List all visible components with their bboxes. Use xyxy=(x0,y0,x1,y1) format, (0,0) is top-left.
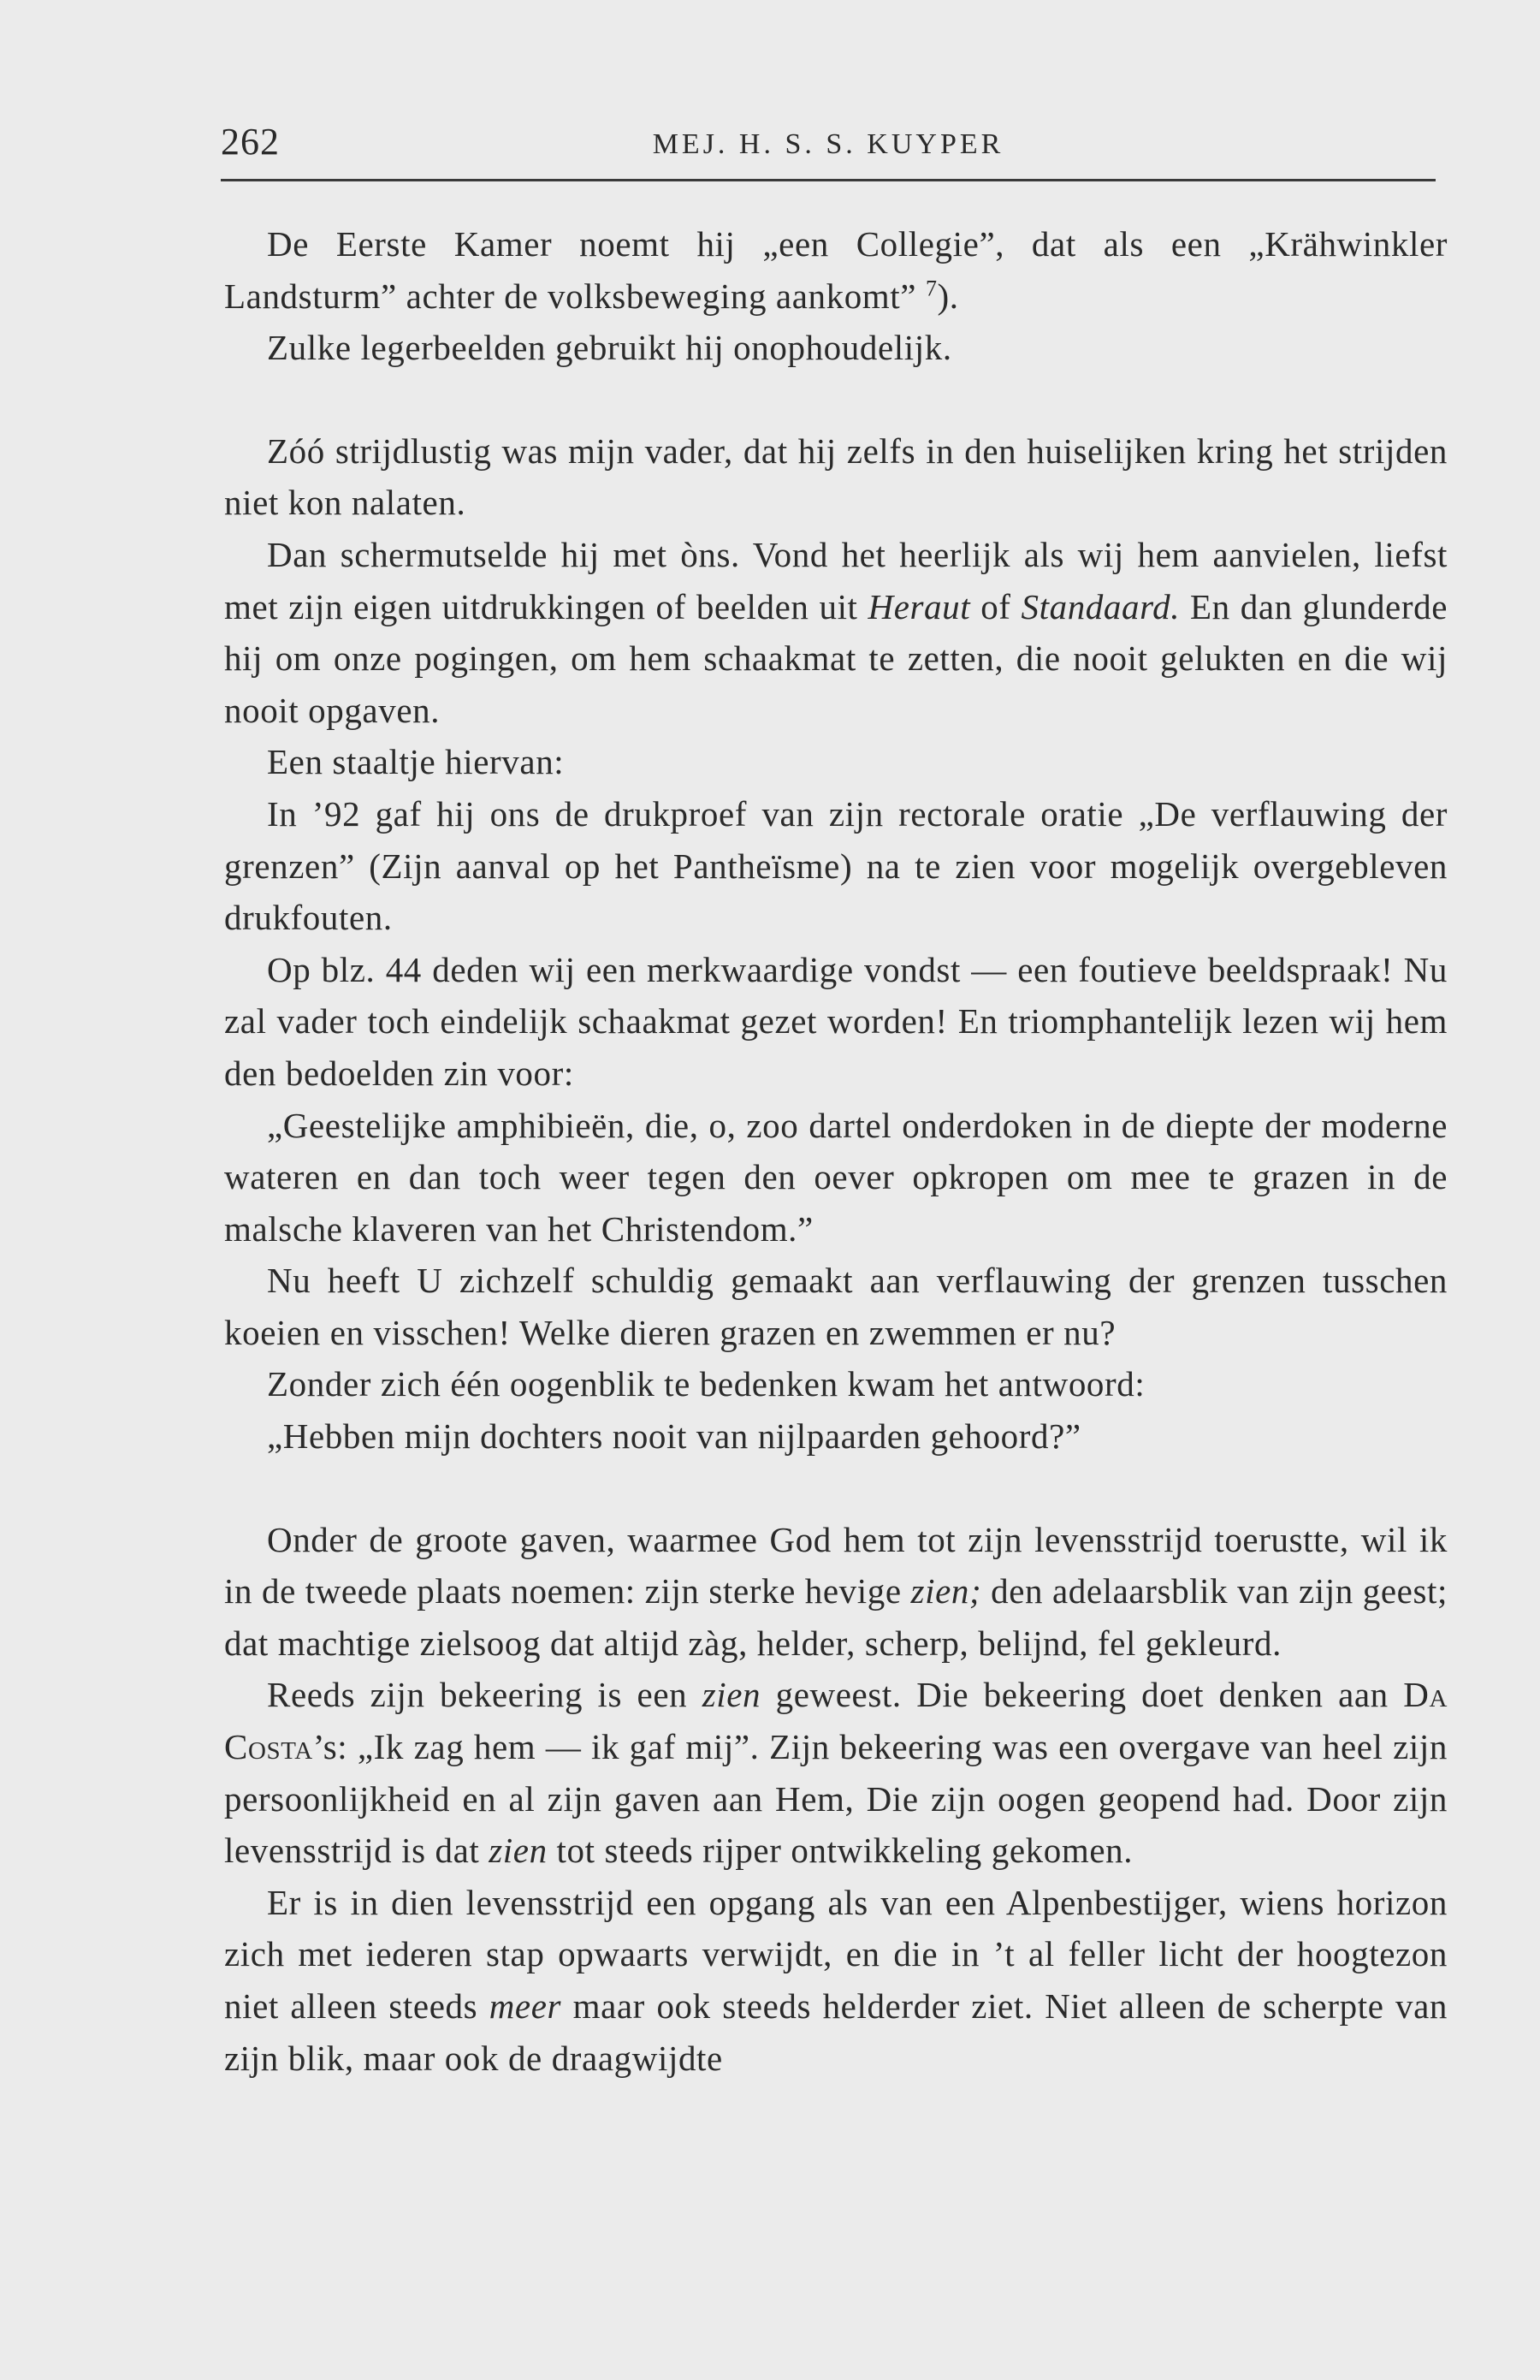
paragraph-text: Er is in dien levensstrijd een opgang als van een Alpenbestijger, wiens horizon zich met iederen stap opwaarts verwijdt, en die in ’t al feller licht der hoogtezon niet alleen steeds xyxy=(224,1882,1448,2026)
paragraph: In ’92 gaf hij ons de drukproef van zijn rectorale oratie „De verflauwing der grenzen” (Zijn aanval op het Pantheïsme) na te zien voor mogelijk overgebleven drukfouten. xyxy=(224,793,1448,938)
paragraph: Zóó strijdlustig was mijn vader, dat hij zelfs in den huiselijken kring het strijden niet kon nalaten. xyxy=(224,430,1448,523)
paragraph-text: den adelaarsblik van zijn geest; dat machtige zielsoog dat altijd zàg, helder, scherp, belijnd, fel gekleurd. xyxy=(224,1571,1448,1663)
italic-word: zien xyxy=(702,1675,761,1715)
paragraph-text: maar ook steeds helderder ziet. Niet alleen de scherpte van zijn blik, maar ook de draagwijdte xyxy=(224,1986,1448,2078)
page-header xyxy=(221,113,1436,173)
paragraph xyxy=(224,1514,1448,1670)
paragraph xyxy=(224,1669,1448,1876)
paragraph xyxy=(224,529,1448,736)
paragraph: Zulke legerbeelden gebruikt hij onophoudelijk. xyxy=(267,328,952,368)
paragraph-text: tot steeds rijper ontwikkeling gekomen. xyxy=(547,1831,1134,1871)
italic-title-standaard: Standaard. xyxy=(1021,586,1181,626)
italic-title-heraut: Heraut xyxy=(868,586,971,626)
paragraph-text: geweest. Die bekeering doet denken aan xyxy=(761,1675,1404,1715)
small-caps-name: Da Costa xyxy=(224,1675,1448,1767)
paragraph-text: Reeds zijn bekeering is een xyxy=(267,1675,702,1715)
running-head: MEJ. H. S. S. KUYPER xyxy=(652,128,1004,160)
paragraph-text: ’s: „Ik zag hem — ik gaf mij”. Zijn bekeering was een overgave van heel zijn persoonlijkheid en al zijn gaven aan Hem, Die zijn oogen geopend had. Door zijn levensstrijd is dat xyxy=(224,1727,1448,1871)
footnote-ref: 7 xyxy=(925,275,938,300)
paragraph xyxy=(224,218,1448,322)
paragraph: Nu heeft U zichzelf schuldig gemaakt aan verflauwing der grenzen tusschen koeien en visschen! Welke dieren grazen en zwemmen er nu? xyxy=(224,1261,1448,1352)
quotation: „Hebben mijn dochters nooit van nijlpaarden gehoord?” xyxy=(267,1416,1081,1457)
paragraph-text: of xyxy=(970,586,1022,626)
italic-word: meer xyxy=(489,1986,562,2026)
body-text xyxy=(224,218,1448,2084)
paragraph-text: Dan schermutselde hij met òns. Vond het heerlijk als wij hem aanvielen, liefst met zijn eigen uitdrukkingen of beelden uit xyxy=(224,534,1448,626)
italic-word: zien xyxy=(489,1831,548,1871)
paragraph-text: En dan glunderde hij om onze pogingen, om hem schaakmat te zetten, die nooit gelukten en die wij nooit opgaven. xyxy=(224,586,1448,730)
paragraph: Op blz. 44 deden wij een merkwaardige vondst — een foutieve beeldspraak! Nu zal vader toch eindelijk schaakmat gezet worden! En triomphantelijk lezen wij hem den bedoelden zin voor: xyxy=(224,949,1448,1093)
paragraph: Een staaltje hiervan: xyxy=(267,742,565,782)
header-rule xyxy=(221,179,1436,181)
italic-word: zien; xyxy=(910,1571,982,1611)
page-number: 262 xyxy=(221,121,280,163)
quotation: „Geestelijke amphibieën, die, o, zoo dartel onderdoken in de diepte der moderne wateren en dan toch weer tegen den oever opkropen om mee te grazen in de malsche klaveren van het Christendom.” xyxy=(224,1105,1448,1249)
paragraph-text: ). xyxy=(937,276,959,316)
paragraph-text: De Eerste Kamer noemt hij „een Collegie”, dat als een „Krähwinkler Landsturm” achter de volksbeweging aankomt” xyxy=(224,224,1448,316)
paragraph-text: Onder de groote gaven, waarmee God hem tot zijn levensstrijd toerustte, wil ik in de tweede plaats noemen: zijn sterke hevige xyxy=(224,1519,1448,1611)
paragraph xyxy=(224,1877,1448,2084)
paragraph: Zonder zich één oogenblik te bedenken kwam het antwoord: xyxy=(267,1364,1146,1404)
